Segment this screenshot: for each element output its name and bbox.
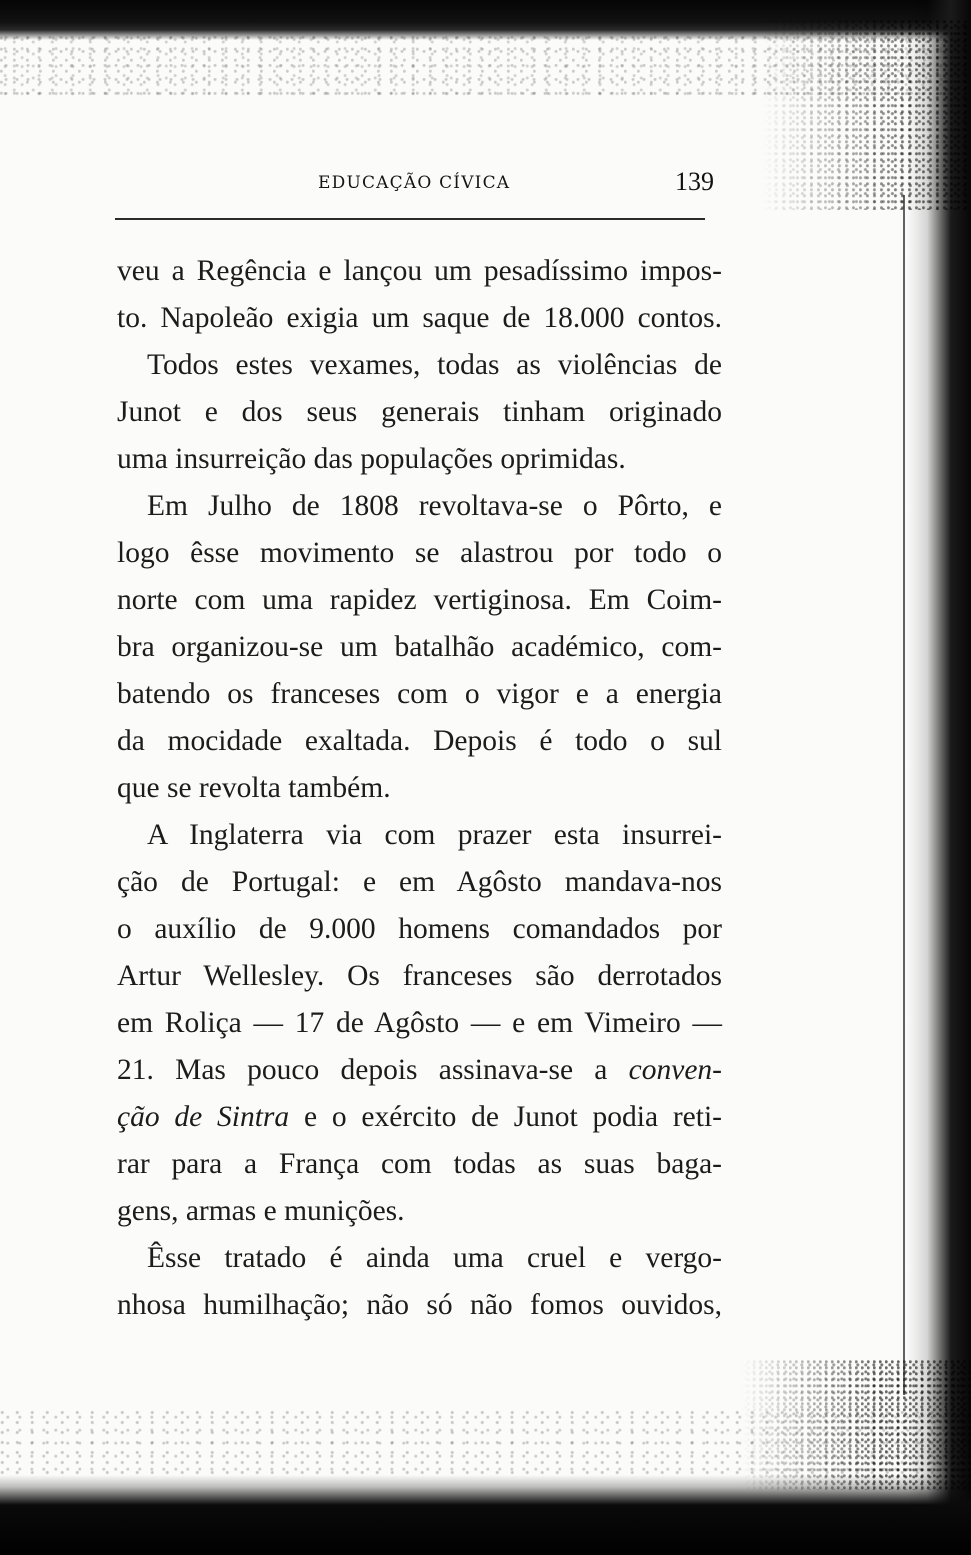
text-line: Em Julho de 1808 revoltava-se o Pôrto, e: [147, 490, 722, 522]
page-header: [110, 165, 730, 201]
text-line: nhosa humilhação; não só não fomos ouvidos,: [117, 1289, 722, 1321]
text-line: Êsse tratado é ainda uma cruel e vergo-: [147, 1242, 722, 1274]
text-line: Todos estes vexames, todas as violências de: [147, 349, 722, 381]
page-edge-line: [903, 195, 905, 1395]
text-line: logo êsse movimento se alastrou por todo o: [117, 537, 722, 569]
italic-text: conven-: [628, 1054, 722, 1086]
text-line: batendo os franceses com o vigor e a energia: [117, 678, 722, 710]
text-line: ção de Portugal: e em Agôsto mandava-nos: [117, 866, 722, 898]
text-line: Artur Wellesley. Os franceses são derrotados: [117, 960, 722, 992]
header-rule: [115, 218, 705, 220]
text-line: veu a Regência e lançou um pesadíssimo impos-: [117, 255, 722, 287]
body-text: [117, 248, 722, 1329]
text-line: [117, 1094, 722, 1141]
text-segment: 21. Mas pouco depois assinava-se a: [117, 1054, 629, 1086]
text-line: gens, armas e munições.: [117, 1195, 405, 1227]
text-line: [117, 1047, 722, 1094]
text-line: da mocidade exaltada. Depois é todo o sul: [117, 725, 722, 757]
text-line: Junot e dos seus generais tinham originado: [117, 396, 722, 428]
scan-bottom-border: [0, 1475, 971, 1555]
italic-text: ção de Sintra: [117, 1101, 290, 1133]
text-line: uma insurreição das populações oprimidas.: [117, 443, 626, 475]
text-line: to. Napoleão exigia um saque de 18.000 contos.: [117, 302, 722, 334]
text-line: A Inglaterra via com prazer esta insurrei-: [147, 819, 722, 851]
text-line: em Roliça — 17 de Agôsto — e em Vimeiro —: [117, 1007, 722, 1039]
scan-right-border: [907, 0, 971, 1555]
text-line: norte com uma rapidez vertiginosa. Em Coim-: [117, 584, 722, 616]
scan-right-top-noise: [761, 20, 971, 210]
text-segment: e o exército de Junot podia reti-: [289, 1101, 722, 1133]
running-head: EDUCAÇÃO CÍVICA: [318, 173, 511, 193]
scan-bottom-noise: [0, 1410, 971, 1480]
text-line: rar para a França com todas as suas baga-: [117, 1148, 722, 1180]
text-line: o auxílio de 9.000 homens comandados por: [117, 913, 722, 945]
text-line: que se revolta também.: [117, 772, 391, 804]
text-line: bra organizou-se um batalhão académico, com-: [117, 631, 722, 663]
page-number: 139: [675, 167, 714, 196]
